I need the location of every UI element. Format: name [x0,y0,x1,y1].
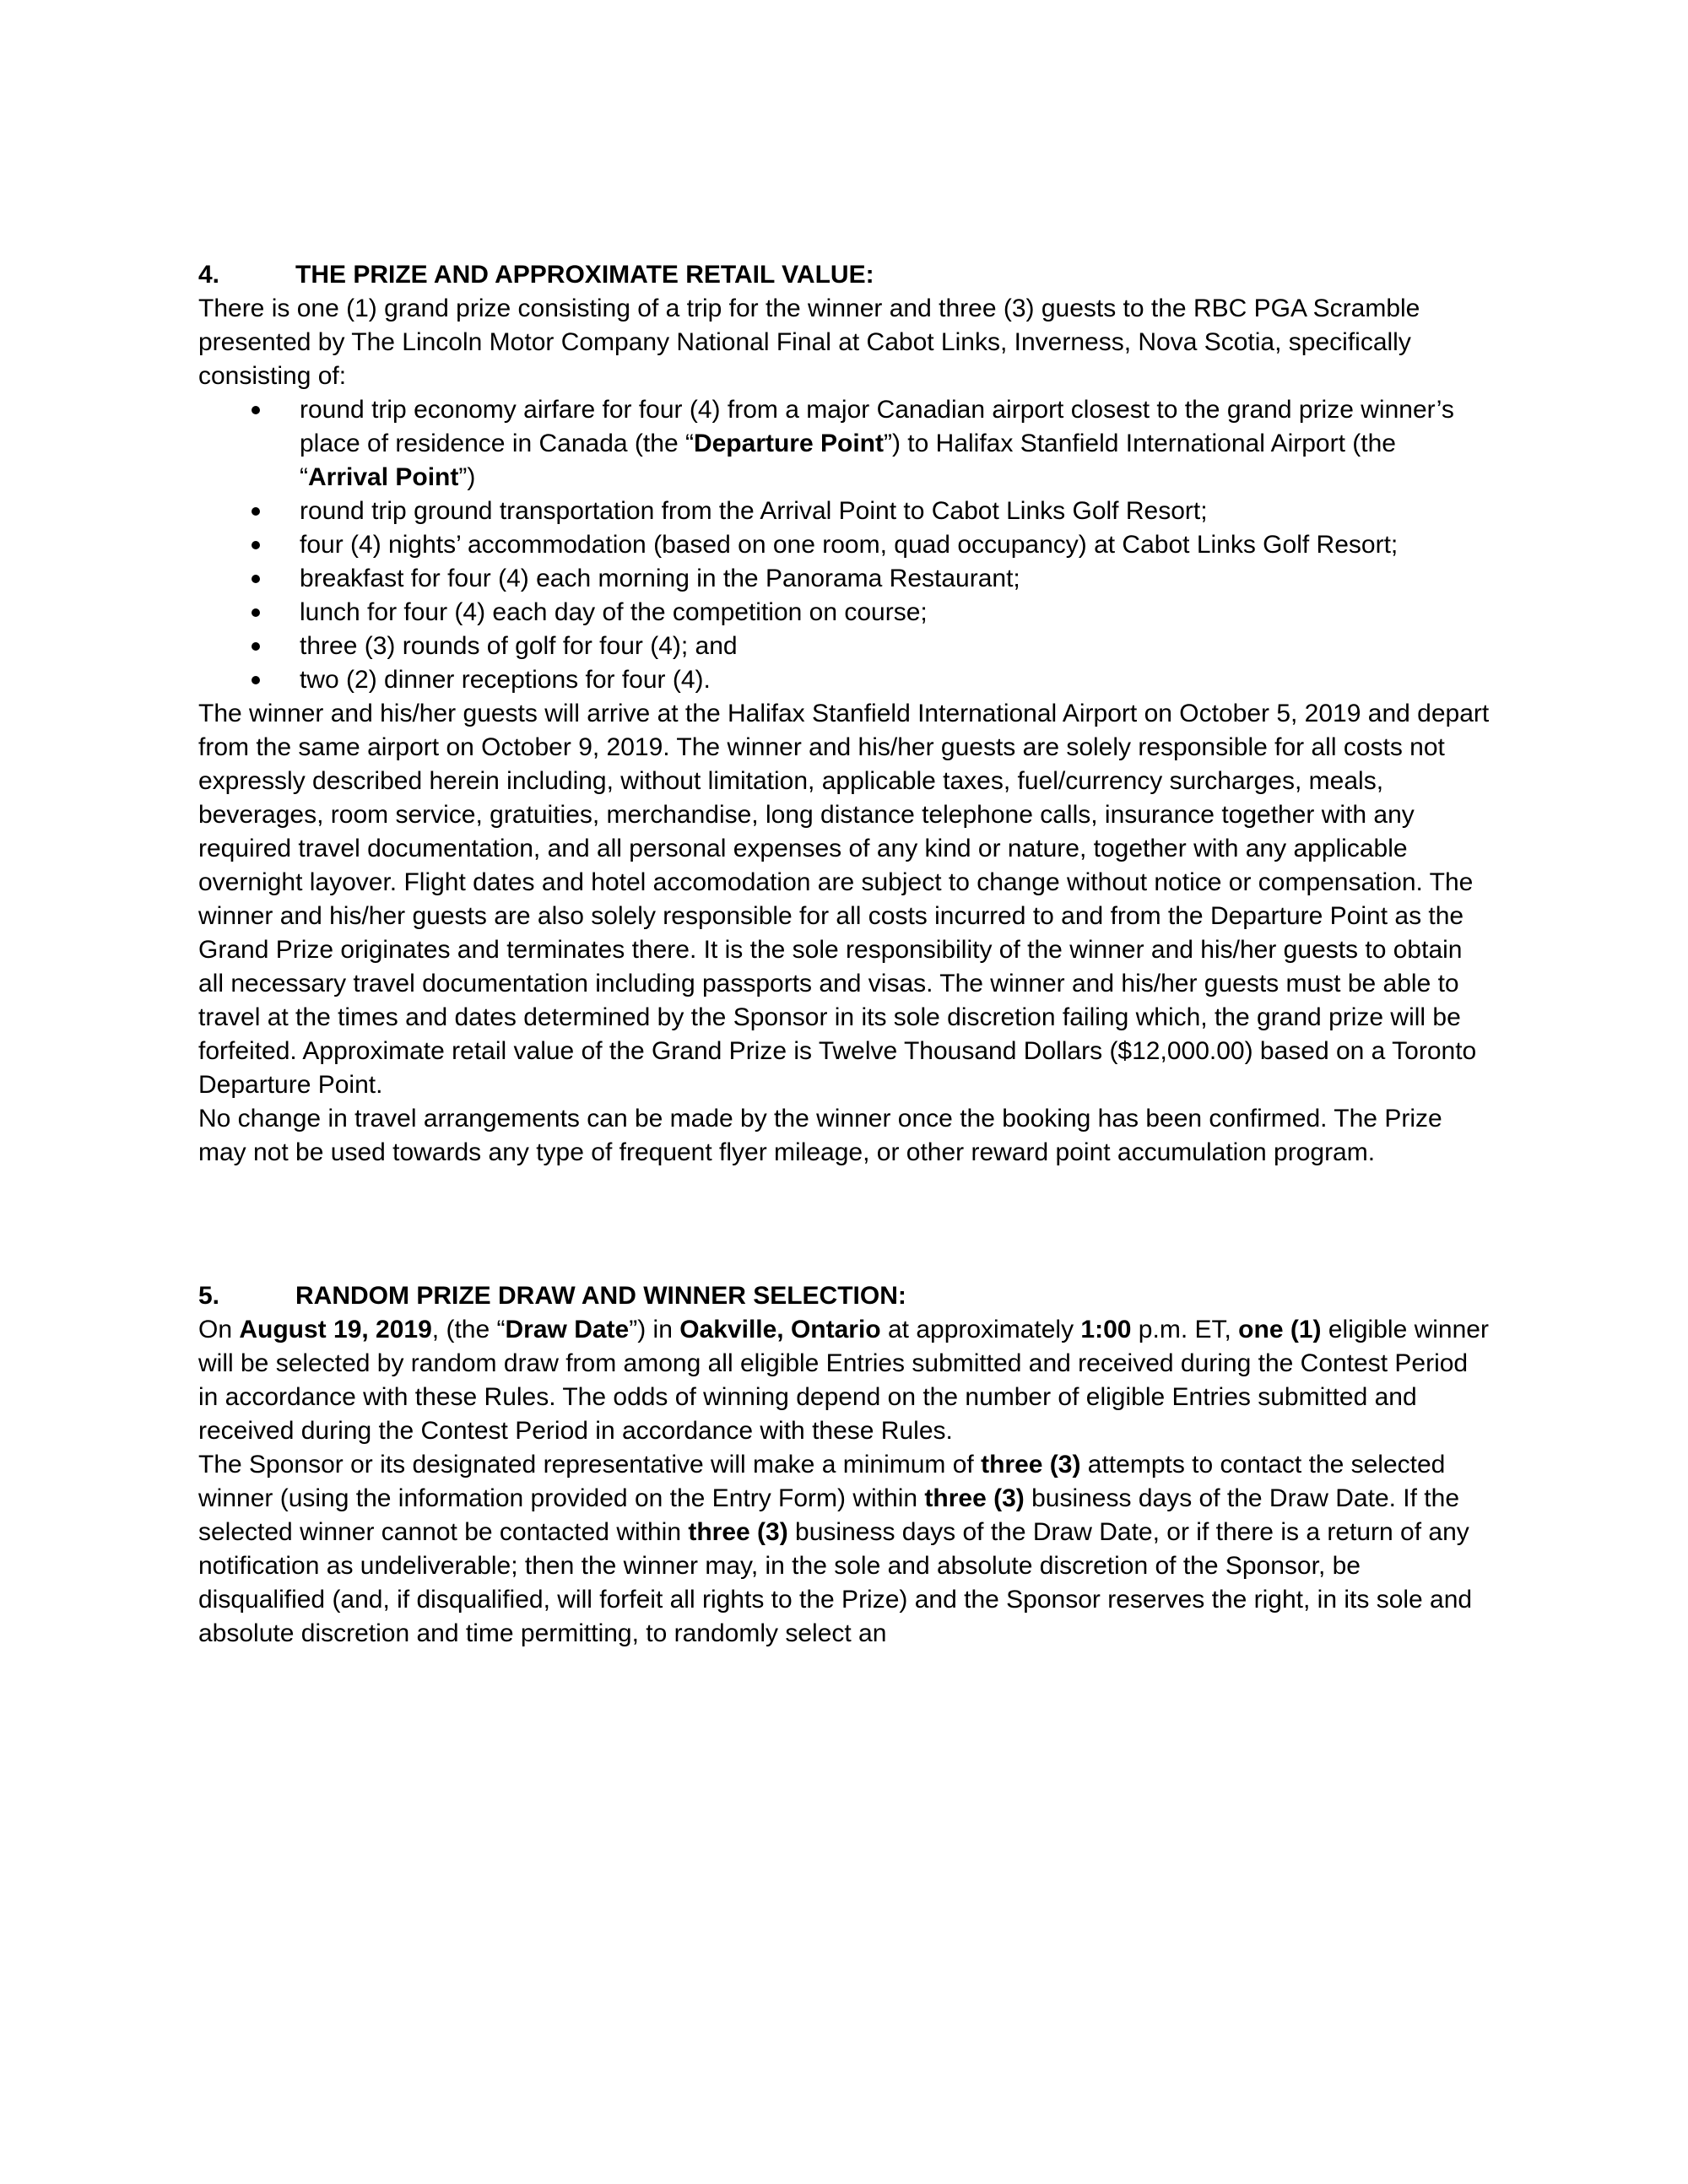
list-item-text: round trip economy airfare for four (4) from a major Canadian airport closest to the grand prize winner’s place of residence in Canada (the “Departure Point”) to Halifax Stanfield International Airport (the “Arrival Point”) [300,396,1454,491]
prize-intro-paragraph: There is one (1) grand prize consisting of a trip for the winner and three (3) guests to the RBC PGA Scramble presented by The Lincoln Motor Company National Final at Cabot Links, Inverness, Nova Scotia, specifically consisting of: [198,295,1420,390]
section-5-title: RANDOM PRIZE DRAW AND WINNER SELECTION: [295,1282,906,1310]
list-item-text: breakfast for four (4) each morning in the Panorama Restaurant; [300,565,1020,592]
bullet-icon [252,541,260,549]
bullet-icon [252,676,260,684]
list-item-text: three (3) rounds of golf for four (4); and [300,632,738,660]
draw-date-paragraph: On August 19, 2019, (the “Draw Date”) in Oakville, Ontario at approximately 1:00 p.m. ET, one (1) eligible winner will be selected by random draw from among all eligible Entries submitted and received during the Contest Period in accordance with these Rules. The odds of winning depend on the number of eligible Entries submitted and received during the Contest Period in accordance with these Rules. [198,1316,1489,1445]
list-item-text: two (2) dinner receptions for four (4). [300,666,711,694]
section-5-heading [198,1279,1490,1313]
section-5-number: 5. [198,1282,220,1310]
list-item [198,393,1490,495]
list-item [198,596,1490,630]
bullet-icon [252,608,260,617]
bullet-icon [252,575,260,583]
prize-components-list [198,393,1490,697]
section-4-number: 4. [198,261,220,289]
list-item [198,562,1490,596]
list-item-text: four (4) nights’ accommodation (based on one room, quad occupancy) at Cabot Links Golf Resort; [300,531,1399,559]
list-item [198,495,1490,528]
list-item [198,663,1490,697]
list-item-text: round trip ground transportation from the Arrival Point to Cabot Links Golf Resort; [300,497,1208,525]
bullet-icon [252,642,260,651]
bullet-icon [252,507,260,516]
no-change-paragraph: No change in travel arrangements can be made by the winner once the booking has been confirmed. The Prize may not be used towards any type of frequent flyer mileage, or other reward point accumulation program. [198,1105,1442,1166]
section-4-title: THE PRIZE AND APPROXIMATE RETAIL VALUE: [295,261,874,289]
travel-details-paragraph: The winner and his/her guests will arrive at the Halifax Stanfield International Airport on October 5, 2019 and depart from the same airport on October 9, 2019. The winner and his/her guests are solely responsible for all costs not expressly described herein including, without limitation, applicable taxes, fuel/currency surcharges, meals, beverages, room service, gratuities, merchandise, long distance telephone calls, insurance together with any required travel documentation, and all personal expenses of any kind or nature, together with any applicable overnight layover. Flight dates and hotel accomodation are subject to change without notice or compensation. The winner and his/her guests are also solely responsible for all costs incurred to and from the Departure Point as the Grand Prize originates and terminates there. It is the sole responsibility of the winner and his/her guests to obtain all necessary travel documentation including passports and visas. The winner and his/her guests must be able to travel at the times and dates determined by the Sponsor in its sole discretion failing which, the grand prize will be forfeited. Approximate retail value of the Grand Prize is Twelve Thousand Dollars ($12,000.00) based on a Toronto Departure Point. [198,700,1490,1099]
list-item [198,528,1490,562]
list-item [198,630,1490,663]
bullet-icon [252,406,260,414]
list-item-text: lunch for four (4) each day of the competition on course; [300,598,928,626]
winner-contact-paragraph: The Sponsor or its designated representative will make a minimum of three (3) attempts to contact the selected winner (using the information provided on the Entry Form) within three (3) business days of the Draw Date. If the selected winner cannot be contacted within three (3) business days of the Draw Date, or if there is a return of any notification as undeliverable; then the winner may, in the sole and absolute discretion of the Sponsor, be disqualified (and, if disqualified, will forfeit all rights to the Prize) and the Sponsor reserves the right, in its sole and absolute discretion and time permitting, to randomly select an [198,1451,1473,1647]
section-4-heading [198,258,1490,292]
